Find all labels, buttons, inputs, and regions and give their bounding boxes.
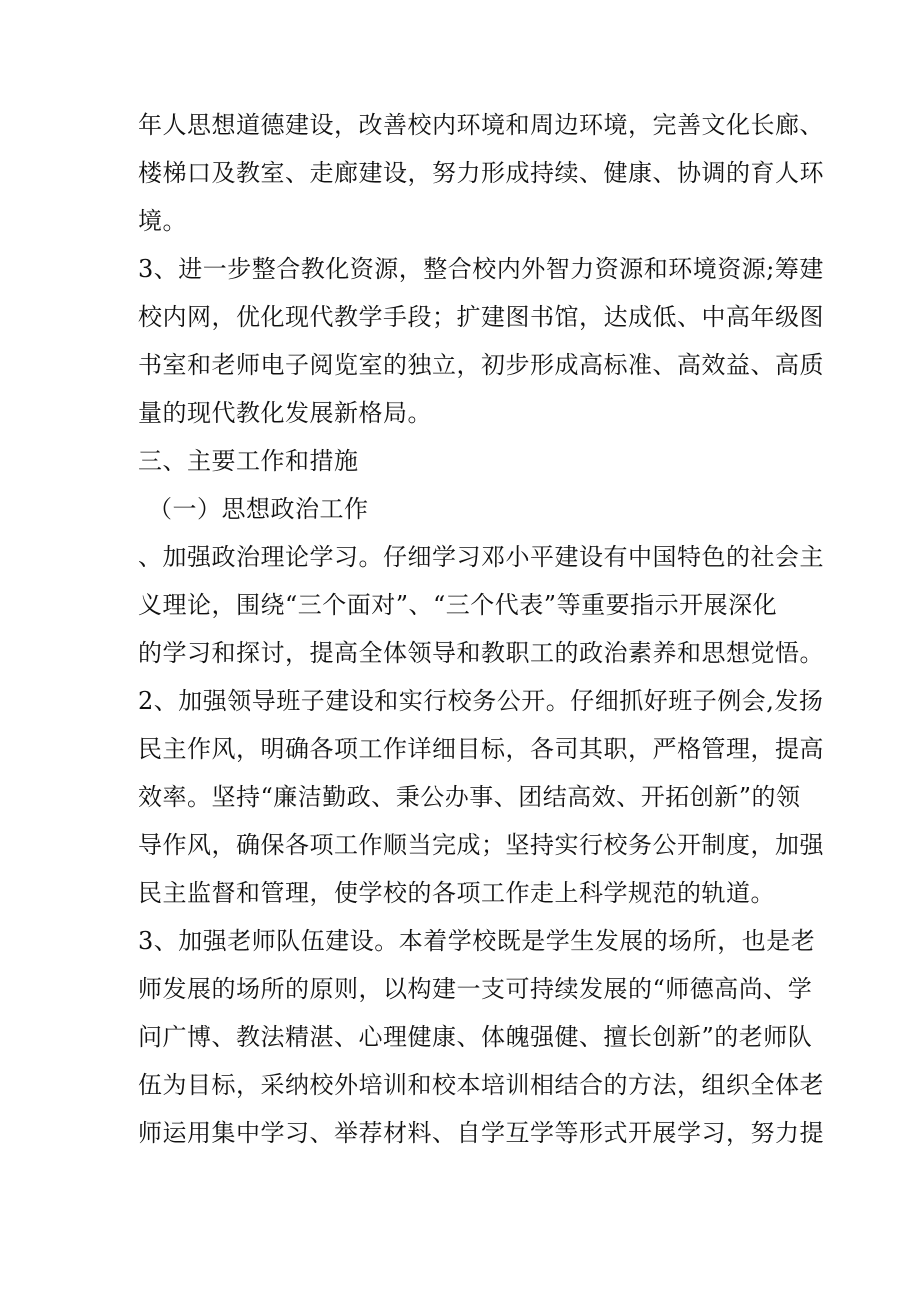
text-line: 伍为目标，采纳校外培训和校本培训相结合的方法，组织全体老 <box>138 1071 824 1099</box>
text-line: 校内网，优化现代教学手段；扩建图书馆，达成低、中高年级图 <box>138 303 824 331</box>
text-line: 师发展的场所的原则，以构建一支可持续发展的“师德高尚、学 <box>138 975 813 1003</box>
text-line: 导作风，确保各项工作顺当完成；坚持实行校务公开制度，加强 <box>138 831 824 859</box>
text-line: 民主监督和管理，使学校的各项工作走上科学规范的轨道。 <box>138 879 775 907</box>
text-line: 、加强政治理论学习。仔细学习邓小平建设有中国特色的社会主 <box>138 543 824 571</box>
text-line: 量的现代教化发展新格局。 <box>138 399 432 427</box>
text-line: 师运用集中学习、举荐材料、自学互学等形式开展学习，努力提 <box>138 1119 824 1147</box>
section-heading: 三、主要工作和措施 <box>138 447 359 475</box>
text-line: 民主作风，明确各项工作详细目标，各司其职，严格管理，提高 <box>138 735 824 763</box>
text-line: 境。 <box>138 207 187 235</box>
text-line: 书室和老师电子阅览室的独立，初步形成高标准、高效益、高质 <box>138 351 824 379</box>
text-line: 楼梯口及教室、走廊建设，努力形成持续、健康、协调的育人环 <box>138 159 824 187</box>
text-line: 的学习和探讨，提高全体领导和教职工的政治素养和思想觉悟。 <box>138 639 824 667</box>
text-line: 3、进一步整合教化资源，整合校内外智力资源和环境资源;筹建 <box>138 255 824 283</box>
text-line: 3、加强老师队伍建设。本着学校既是学生发展的场所，也是老 <box>138 927 816 955</box>
text-line: 义理论，围绕“三个面对”、“三个代表”等重要指示开展深化 <box>138 591 778 619</box>
text-line: 效率。坚持“廉洁勤政、秉公办事、团结高效、开拓创新”的领 <box>138 783 801 811</box>
subsection-heading: （一）思想政治工作 <box>148 495 369 523</box>
text-line: 年人思想道德建设，改善校内环境和周边环境，完善文化长廊、 <box>138 111 824 139</box>
text-line: 问广博、教法精湛、心理健康、体魄强健、擅长创新”的老师队 <box>138 1023 813 1051</box>
text-line: 2、加强领导班子建设和实行校务公开。仔细抓好班子例会,发扬 <box>138 687 824 715</box>
